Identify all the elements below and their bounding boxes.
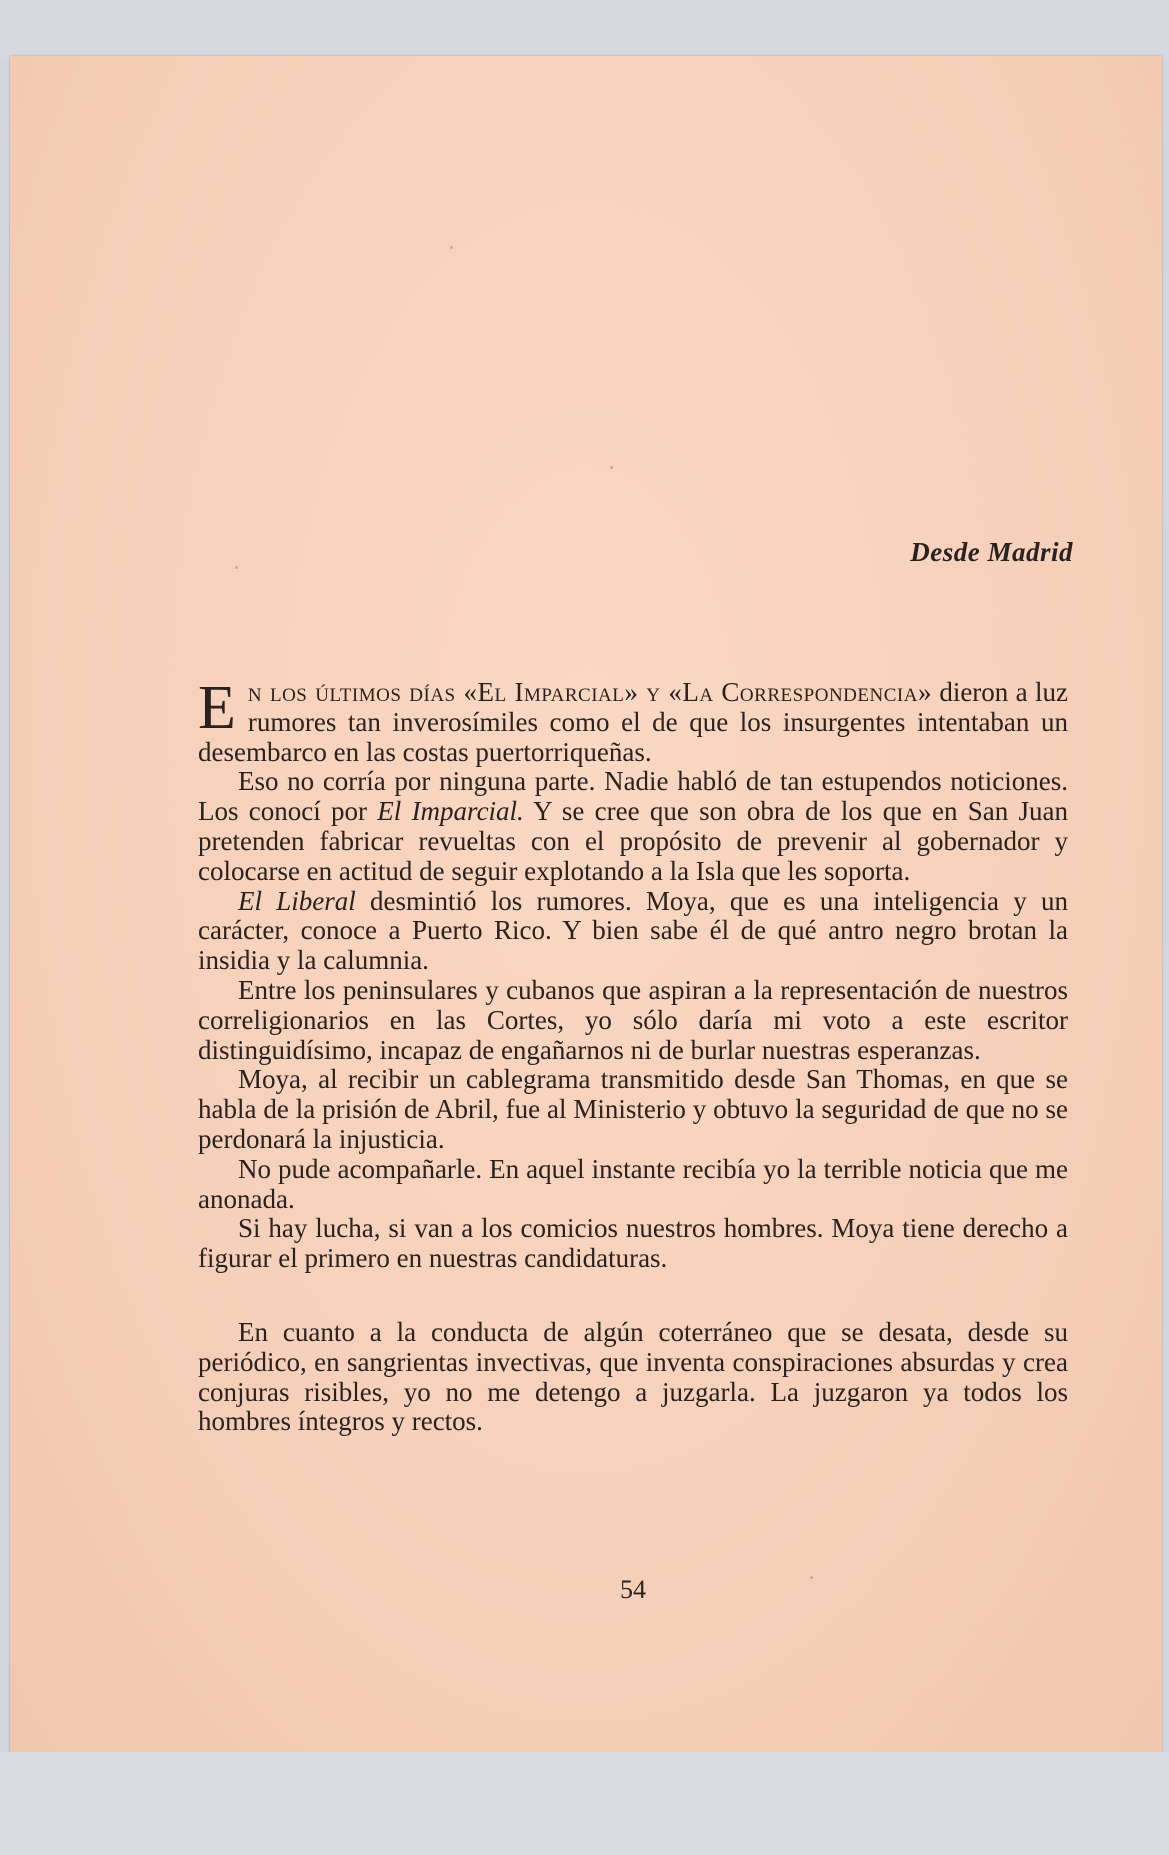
body-text	[198, 674, 1068, 1437]
paragraph-6: No pude acompañarle. En aquel instante recibía yo la terrible noticia que me anonada.	[198, 1153, 1068, 1214]
book-page	[10, 56, 1162, 1756]
paragraph-8: En cuanto a la conducta de algún coterráneo que se desata, desde su periódico, en sangrientas invectivas, que inventa conspiraciones absurdas y crea conjuras risibles, yo no me detengo a juzgarla. La juzgaron ya todos los hombres íntegros y rectos.	[198, 1316, 1068, 1437]
paragraph-1-lead: n los últimos días «El Imparcial» y «La Correspondencia»	[247, 677, 932, 707]
scan-background-bottom	[0, 1752, 1169, 1855]
paragraph-2	[198, 767, 1068, 886]
drop-cap: E	[198, 674, 236, 742]
paragraph-2-italic: El Imparcial.	[377, 796, 524, 827]
page-number: 54	[620, 1575, 646, 1604]
section-break	[198, 1274, 1068, 1318]
paragraph-7: Si hay lucha, si van a los comicios nuestros hombres. Moya tiene derecho a figurar el primero en nuestras candidaturas.	[198, 1213, 1068, 1274]
paragraph-2-text-a: Eso no corría por ninguna parte. Nadie habló de tan estupendos noticiones. Los conocí por	[198, 766, 1068, 827]
scan-background-top	[0, 0, 1169, 60]
paragraph-3	[198, 887, 1068, 976]
paragraph-1	[198, 674, 1068, 767]
paragraph-2-text-b: Y se cree que son obra de los que en San Juan pretenden fabricar revueltas con el propósito de prevenir al gobernador y colocarse en actitud de seguir explotando a la Isla que les soporta.	[198, 796, 1068, 886]
paper-speck	[610, 466, 613, 469]
paragraph-1-text: dieron a luz rumores tan inverosímiles como el de que los insurgentes intentaban un desembarco en las costas puertorriqueñas.	[198, 677, 1068, 767]
paragraph-4: Entre los peninsulares y cubanos que aspiran a la representación de nuestros correligionarios en las Cortes, yo sólo daría mi voto a este escritor distinguidísimo, incapaz de engañarnos ni de burlar nuestras esperanzas.	[198, 974, 1068, 1065]
paper-speck	[235, 566, 238, 569]
paragraph-5: Moya, al recibir un cablegrama transmitido desde San Thomas, en que se habla de la prisión de Abril, fue al Ministerio y obtuvo la seguridad de que no se perdonará la injusticia.	[198, 1064, 1068, 1154]
paper-speck	[450, 246, 453, 249]
paragraph-3-italic: El Liberal	[238, 885, 356, 916]
section-title: Desde Madrid	[910, 537, 1073, 567]
paragraph-3-text: desmintió los rumores. Moya, que es una inteligencia y un carácter, conoce a Puerto Rico. Y bien sabe él de qué antro negro brotan la insidia y la calumnia.	[198, 885, 1068, 976]
